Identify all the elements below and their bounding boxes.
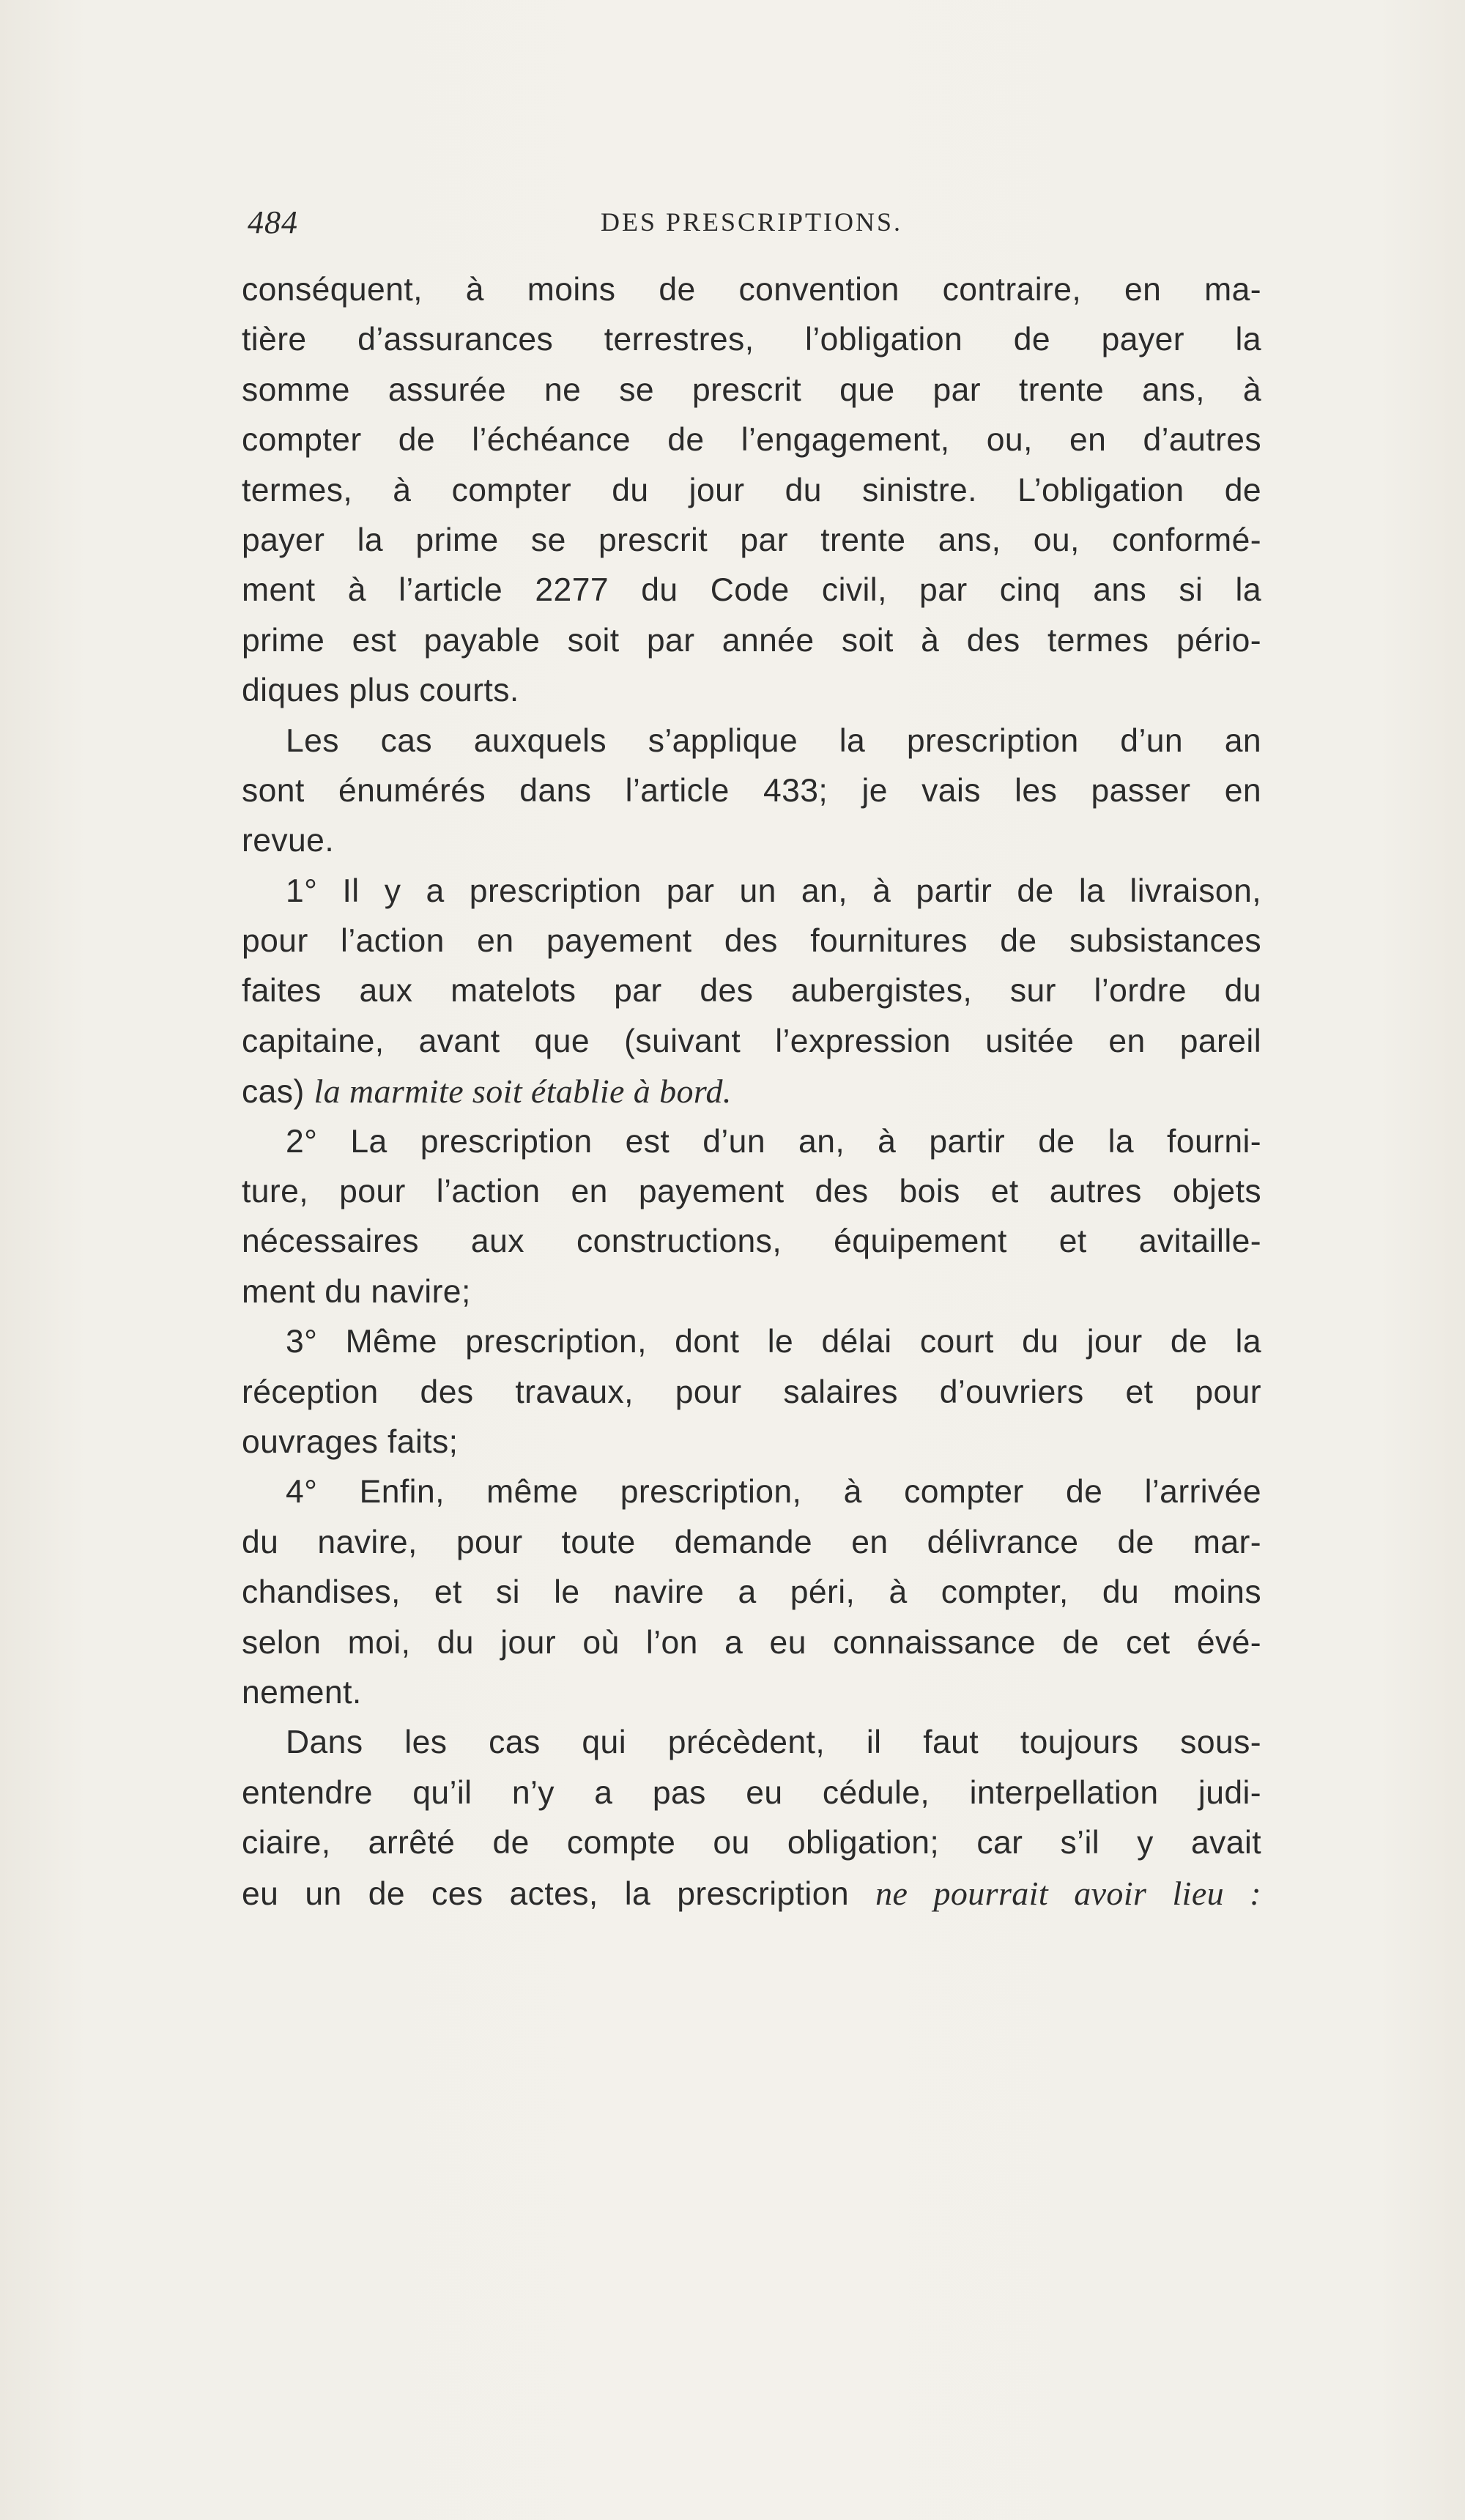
text-line: 3° Même prescription, dont le délai court du jour de la xyxy=(286,1324,1261,1360)
text-line xyxy=(242,1869,1261,1919)
text-line: revue. xyxy=(242,823,335,859)
text-line: selon moi, du jour où l’on a eu connaissance de cet évé- xyxy=(242,1624,1261,1661)
text-line: diques plus courts. xyxy=(242,672,519,709)
text-line: termes, à compter du jour du sinistre. L’obligation de xyxy=(242,472,1261,508)
text-line: réception des travaux, pour salaires d’ouvriers et pour xyxy=(242,1374,1261,1410)
text-line: nement. xyxy=(242,1674,362,1711)
text-line: ture, pour l’action en payement des bois et autres objets xyxy=(242,1174,1261,1210)
text-line xyxy=(242,1067,1261,1116)
text-line: prime est payable soit par année soit à des termes pério- xyxy=(242,622,1261,659)
text-line: 1° Il y a prescription par un an, à partir de la livraison, xyxy=(286,872,1261,909)
text-line: ment à l’article 2277 du Code civil, par cinq ans si la xyxy=(242,572,1261,609)
text-line: 4° Enfin, même prescription, à compter de l’arrivée xyxy=(286,1474,1261,1511)
text-line: chandises, et si le navire a péri, à compter, du moins xyxy=(242,1574,1261,1611)
text-line: ouvrages faits; xyxy=(242,1423,459,1460)
running-head: DES PRESCRIPTIONS. xyxy=(600,207,903,237)
body-text xyxy=(242,265,1261,1919)
text-line: ciaire, arrêté de compte ou obligation; car s’il y avait xyxy=(242,1825,1261,1861)
text-line: du navire, pour toute demande en délivrance de mar- xyxy=(242,1524,1261,1560)
text-line: conséquent, à moins de convention contraire, en ma- xyxy=(242,272,1261,308)
text-line: faites aux matelots par des aubergistes, sur l’ordre du xyxy=(242,973,1261,1009)
text-line: ment du navire; xyxy=(242,1273,471,1310)
text-line: payer la prime se prescrit par trente ans, ou, conformé- xyxy=(242,522,1261,558)
text-line: tière d’assurances terrestres, l’obligation de payer la xyxy=(242,322,1261,358)
text-line: Les cas auxquels s’applique la prescription d’un an xyxy=(286,722,1261,759)
text-line: sont énumérés dans l’article 433; je vais les passer en xyxy=(242,772,1261,809)
text-line: capitaine, avant que (suivant l’expression usitée en pareil xyxy=(242,1023,1261,1059)
italic-phrase: la marmite soit établie à bord. xyxy=(314,1072,732,1111)
text-line: compter de l’échéance de l’engagement, ou, en d’autres xyxy=(242,422,1261,459)
text-line: 2° La prescription est d’un an, à partir de la fourni- xyxy=(286,1123,1261,1160)
italic-phrase: ne pourrait avoir lieu : xyxy=(875,1874,1261,1912)
page-number: 484 xyxy=(248,204,298,240)
text-line: entendre qu’il n’y a pas eu cédule, interpellation judi- xyxy=(242,1774,1261,1811)
text-line: somme assurée ne se prescrit que par trente ans, à xyxy=(242,371,1261,408)
page-header xyxy=(242,204,1261,248)
text-line: Dans les cas qui précèdent, il faut toujours sous- xyxy=(286,1724,1261,1761)
text-line: nécessaires aux constructions, équipement et avitaille- xyxy=(242,1223,1261,1260)
text-fragment: eu un de ces actes, la prescription xyxy=(242,1875,876,1912)
text-fragment: cas) xyxy=(242,1074,314,1111)
text-line: pour l’action en payement des fournitures de subsistances xyxy=(242,923,1261,960)
